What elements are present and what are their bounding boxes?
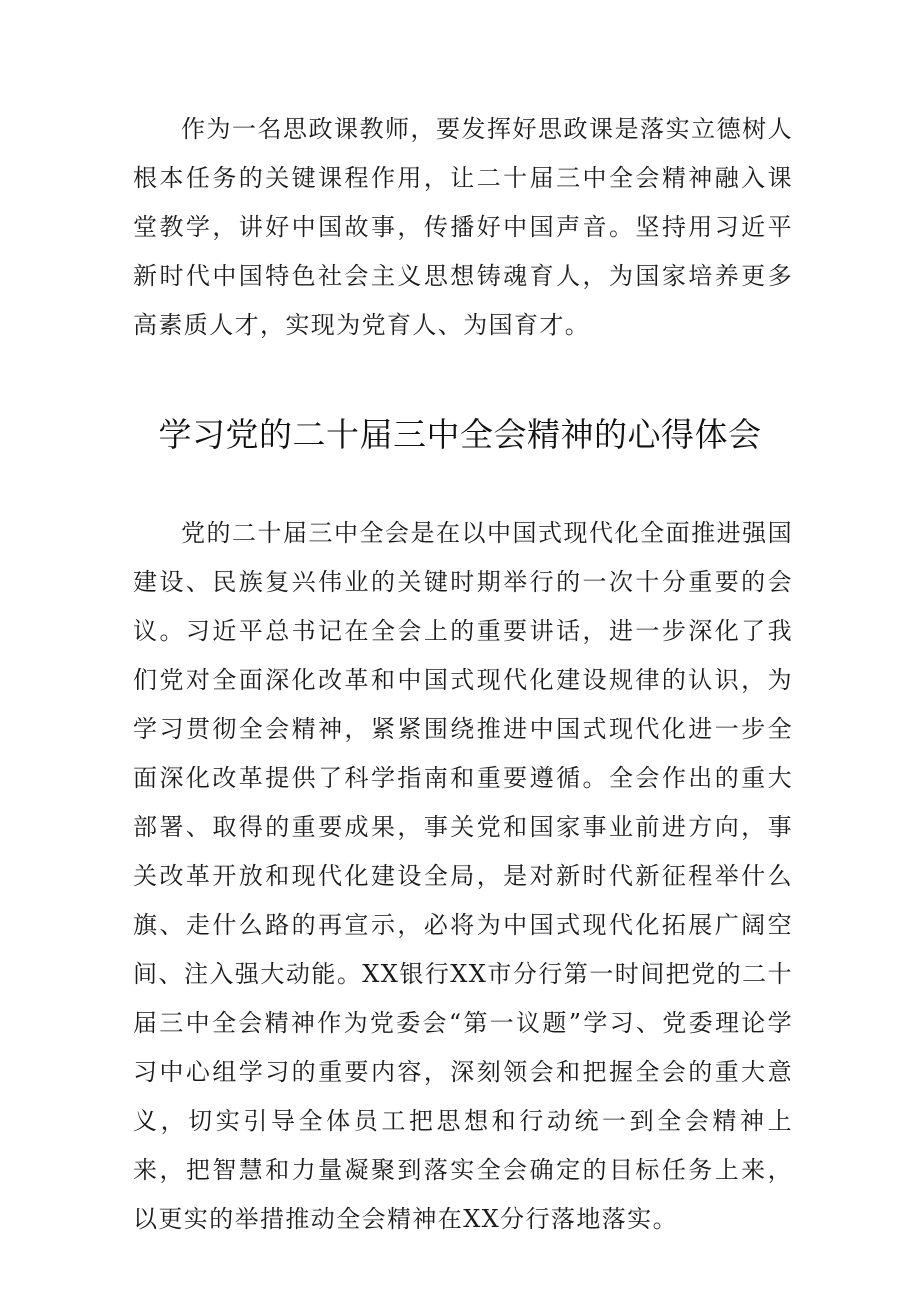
- body-paragraph-main: 党的二十届三中全会是在以中国式现代化全面推进强国建设、民族复兴伟业的关键时期举行的一次十分重要的会议。习近平总书记在全会上的重要讲话，进一步深化了我们党对全面深化改革和中国式现代化建设规律的认识，为学习贯彻全会精神，紧紧围绕推进中国式现代化进一步全面深化改革提供了科学指南和重要遵循。全会作出的重大部署、取得的重要成果，事关党和国家事业前进方向，事关改革开放和现代化建设全局，是对新时代新征程举什么旗、走什么路的再宣示，必将为中国式现代化拓展广阔空间、注入强大动能。XX银行XX市分行第一时间把党的二十届三中全会精神作为党委会“第一议题”学习、党委理论学习中心组学习的重要内容，深刻领会和把握全会的重大意义，切实引导全体员工把思想和行动统一到全会精神上来，把智慧和力量凝聚到落实全会确定的目标任务上来，以更实的举措推动全会精神在XX分行落地落实。: [133, 519, 793, 1233]
- section-title: 学习党的二十届三中全会精神的心得体会: [158, 415, 762, 454]
- body-paragraph-intro: 作为一名思政课教师，要发挥好思政课是落实立德树人根本任务的关键课程作用，让二十届三中全会精神融入课堂教学，讲好中国故事，传播好中国声音。坚持用习近平新时代中国特色社会主义思想铸魂育人，为国家培养更多高素质人才，实现为党育人、为国育才。: [133, 115, 793, 339]
